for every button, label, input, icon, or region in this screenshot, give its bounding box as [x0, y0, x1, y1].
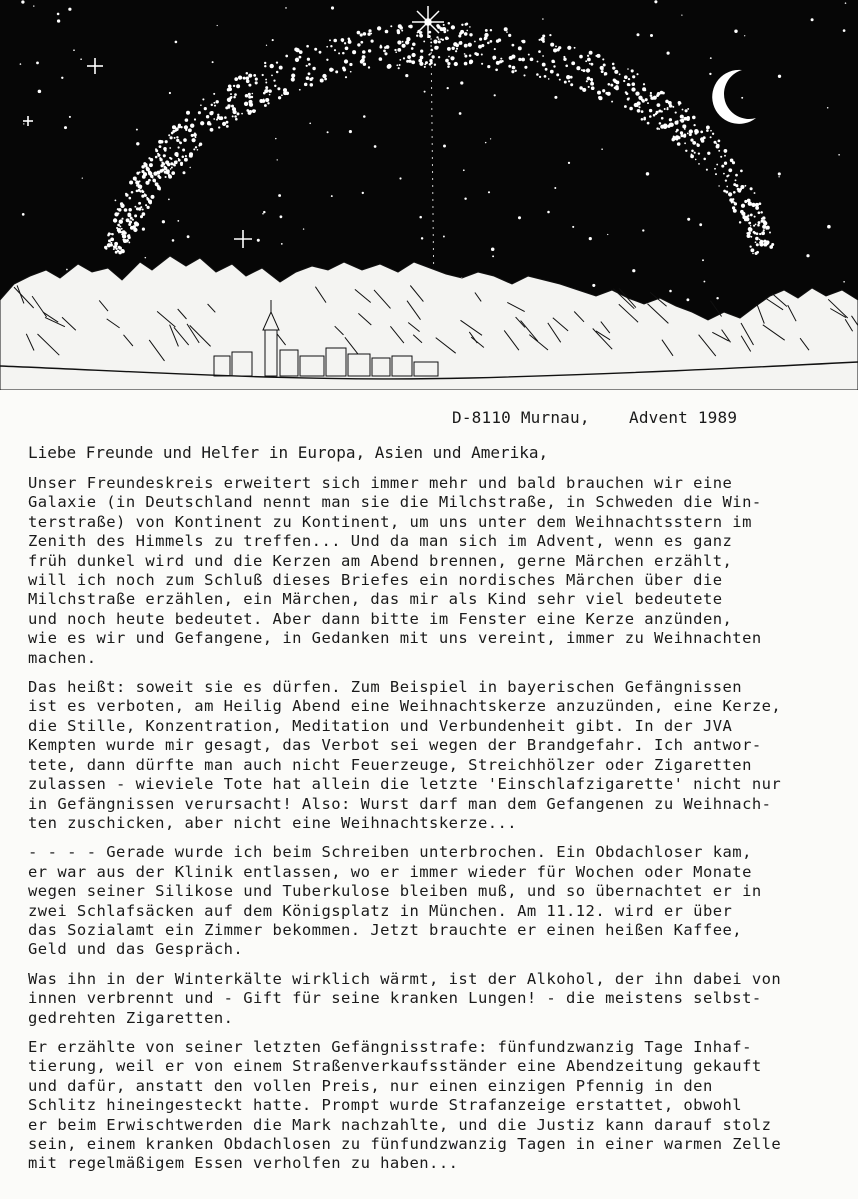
salutation: Liebe Freunde und Helfer in Europa, Asien und Amerika, [28, 443, 549, 462]
text-line: in Gefängnissen verursacht! Also: Wurst darf man dem Gefangenen zu Weihnach- [28, 794, 772, 813]
letter-body [28, 474, 848, 1184]
text-line: er war aus der Klinik entlassen, wo er immer wieder für Wochen oder Monate [28, 862, 752, 881]
paragraph-3 [28, 843, 848, 959]
text-line: wie es wir und Gefangene, in Gedanken mit uns vereint, immer zu Weihnachten [28, 629, 762, 648]
text-line: - - - - Gerade wurde ich beim Schreiben unterbrochen. Ein Obdachloser kam, [28, 843, 752, 862]
text-line: Zenith des Himmels zu treffen... Und da man sich im Advent, wenn es ganz [28, 532, 733, 551]
text-line: tete, dann dürfte man auch nicht Feuerzeuge, Streichhölzer oder Zigaretten [28, 755, 752, 774]
text-line: sein, einem kranken Obdachlosen zu fünfundzwanzig Tagen in einer warmen Zelle [28, 1135, 782, 1153]
starry-night-illustration [0, 0, 858, 390]
text-line: Er erzählte von seiner letzten Gefängnisstrafe: fünfundzwanzig Tage Inhaf- [28, 1037, 752, 1056]
paragraph-2 [28, 678, 848, 833]
text-line: mit regelmäßigem Essen verholfen zu haben... [28, 1154, 459, 1173]
text-line: er beim Erwischtwerden die Mark nachzahlte, und die Justiz kann darauf stolz [28, 1115, 772, 1134]
text-line: Schlitz hineingesteckt hatte. Prompt wurde Strafanzeige erstattet, obwohl [28, 1096, 743, 1115]
text-line: Geld und das Gespräch. [28, 940, 244, 959]
text-line: Milchstraße erzählen, ein Märchen, das mir als Kind sehr viel bedeutete [28, 590, 723, 609]
text-line: Was ihn in der Winterkälte wirklich wärmt, ist der Alkohol, der ihn dabei von [28, 969, 782, 988]
text-line: zulassen - wieviele Tote hat allein die letzte 'Einschlafzigarette' nicht nur [28, 775, 782, 794]
text-line: ist es verboten, am Heilig Abend eine Weihnachtskerze anzuzünden, eine Kerze, [28, 697, 782, 716]
paragraph-1 [28, 474, 848, 668]
text-line: will ich noch zum Schluß dieses Briefes ein nordisches Märchen über die [28, 571, 723, 590]
text-line: innen verbrennt und - Gift für seine kranken Lungen! - die meistens selbst- [28, 989, 762, 1008]
text-line: wegen seiner Silikose und Tuberkulose bleiben muß, und so übernachtet er in [28, 882, 762, 901]
text-line: das Sozialamt ein Zimmer bekommen. Jetzt brauchte er einen heißen Kaffee, [28, 920, 743, 939]
text-line: gedrehten Zigaretten. [28, 1008, 234, 1027]
text-line: ten zuschicken, aber nicht eine Weihnachtskerze... [28, 813, 518, 832]
text-line: Kempten wurde mir gesagt, das Verbot sei wegen der Brandgefahr. Ich antwor- [28, 736, 762, 755]
text-line: und dafür, anstatt den vollen Preis, nur einen einzigen Pfennig in den [28, 1076, 713, 1095]
paragraph-5 [28, 1038, 848, 1174]
text-line: zwei Schlafsäcken auf dem Königsplatz in München. Am 11.12. wird er über [28, 901, 733, 920]
place-and-date: D-8110 Murnau, Advent 1989 [452, 408, 738, 427]
text-line: machen. [28, 648, 97, 667]
text-line: Unser Freundeskreis erweitert sich immer mehr und bald brauchen wir eine [28, 474, 733, 492]
header-illustration [0, 0, 858, 390]
text-line: terstraße) von Kontinent zu Kontinent, um uns unter dem Weihnachtsstern im [28, 512, 752, 531]
text-line: tierung, weil er von einem Straßenverkaufsständer eine Abendzeitung gekauft [28, 1057, 762, 1076]
paragraph-4 [28, 970, 848, 1028]
text-line: Galaxie (in Deutschland nennt man sie die Milchstraße, in Schweden die Win- [28, 493, 762, 512]
text-line: Das heißt: soweit sie es dürfen. Zum Beispiel in bayerischen Gefängnissen [28, 678, 743, 697]
text-line: die Stille, Konzentration, Meditation und Verbundenheit gibt. In der JVA [28, 716, 733, 735]
text-line: früh dunkel wird und die Kerzen am Abend brennen, gerne Märchen erzählt, [28, 551, 733, 570]
text-line: und noch heute bedeutet. Aber dann bitte im Fenster eine Kerze anzünden, [28, 609, 733, 628]
